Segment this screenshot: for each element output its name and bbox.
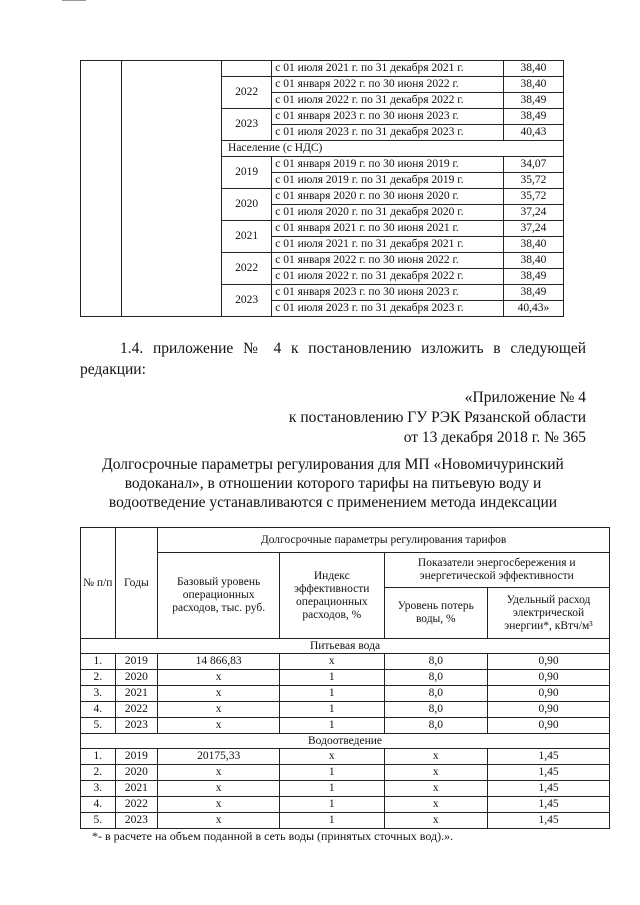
table-cell: 1: [280, 765, 384, 781]
table-cell: x: [384, 797, 488, 813]
table-cell: 8,0: [384, 718, 488, 734]
period-cell: с 01 июля 2019 г. по 31 декабря 2019 г.: [272, 173, 504, 189]
table-cell: 0,90: [488, 718, 610, 734]
tariff-value-cell: 38,40: [503, 77, 563, 93]
amendment-line-2: редакции:: [80, 361, 146, 378]
table-cell: x: [158, 797, 280, 813]
table-cell: 1,45: [488, 797, 610, 813]
title-line-3: водоотведение устанавливаются с применением метода индексации: [108, 494, 558, 511]
period-cell: с 01 июля 2021 г. по 31 декабря 2021 г.: [272, 61, 504, 77]
year-cell: 2021: [222, 221, 272, 253]
tariff-value-cell: 38,49: [503, 269, 563, 285]
tariff-value-cell: 38,49: [503, 93, 563, 109]
table-cell: 2019: [115, 654, 158, 670]
tariff-value-cell: 35,72: [503, 189, 563, 205]
year-cell: 2023: [222, 109, 272, 141]
table-cell: x: [158, 781, 280, 797]
table-row: [81, 813, 610, 829]
table-cell: 3.: [81, 781, 116, 797]
table-row: [81, 749, 610, 765]
period-cell: с 01 января 2022 г. по 30 июня 2022 г.: [272, 77, 504, 93]
table-cell: 5.: [81, 718, 116, 734]
appendix-line-3: от 13 декабря 2018 г. № 365: [403, 429, 586, 446]
period-cell: с 01 января 2023 г. по 30 июня 2023 г.: [272, 285, 504, 301]
table-cell: 1: [280, 813, 384, 829]
tariff-value-cell: 35,72: [503, 173, 563, 189]
table-cell: 8,0: [384, 686, 488, 702]
table-cell: 1.: [81, 749, 116, 765]
table-cell: 8,0: [384, 702, 488, 718]
period-cell: с 01 июля 2023 г. по 31 декабря 2023 г.: [272, 301, 504, 317]
table-row: [81, 765, 610, 781]
tariff-value-cell: 38,49: [503, 285, 563, 301]
table-cell: 8,0: [384, 654, 488, 670]
table-cell: x: [158, 670, 280, 686]
table-row: [81, 718, 610, 734]
blank-cell: [121, 61, 221, 317]
appendix-line-1: «Приложение № 4: [464, 389, 586, 406]
year-cell: [222, 61, 272, 77]
table-cell: x: [158, 686, 280, 702]
table-cell: 5.: [81, 813, 116, 829]
header-loss: Уровень потерь воды, %: [384, 588, 488, 639]
amendment-paragraph: [80, 338, 586, 380]
table-cell: 2019: [115, 749, 158, 765]
period-cell: с 01 июля 2021 г. по 31 декабря 2021 г.: [272, 237, 504, 253]
title-line-2: водоканал», в отношении которого тарифы на питьевую воду и: [124, 475, 542, 492]
year-cell: 2022: [222, 253, 272, 285]
table-cell: 20175,33: [158, 749, 280, 765]
table-cell: 2020: [115, 765, 158, 781]
year-cell: 2020: [222, 189, 272, 221]
table-cell: x: [158, 702, 280, 718]
document-title: [88, 455, 578, 512]
table-row: [81, 797, 610, 813]
section-title: Водоотведение: [81, 734, 610, 749]
section-row: [81, 639, 610, 654]
table-cell: 1: [280, 718, 384, 734]
blank-cell: [81, 61, 122, 317]
period-cell: с 01 января 2020 г. по 30 июня 2020 г.: [272, 189, 504, 205]
tariff-value-cell: 40,43: [503, 125, 563, 141]
table-cell: x: [384, 749, 488, 765]
table-cell: 1: [280, 781, 384, 797]
table-cell: 2021: [115, 781, 158, 797]
tariff-value-cell: 38,40: [503, 61, 563, 77]
params-table: [80, 527, 610, 829]
tariff-value-cell: 37,24: [503, 221, 563, 237]
period-cell: с 01 января 2022 г. по 30 июня 2022 г.: [272, 253, 504, 269]
table-row: [81, 702, 610, 718]
table-cell: x: [280, 654, 384, 670]
amendment-line-1: 1.4. приложение № 4 к постановлению изложить в следующей: [120, 340, 586, 357]
table-cell: 1: [280, 686, 384, 702]
period-cell: с 01 июля 2020 г. по 31 декабря 2020 г.: [272, 205, 504, 221]
table-row: [81, 781, 610, 797]
title-line-1: Долгосрочные параметры регулирования для МП «Новомичуринский: [102, 456, 564, 473]
table-cell: 1,45: [488, 765, 610, 781]
tariff-row: [81, 61, 564, 77]
tariff-value-cell: 38,49: [503, 109, 563, 125]
table-cell: 1: [280, 702, 384, 718]
table-cell: 1: [280, 797, 384, 813]
table-cell: 1,45: [488, 781, 610, 797]
table-cell: 2023: [115, 718, 158, 734]
table-cell: 1.: [81, 654, 116, 670]
header-index: Индекс эффективности операционных расходов, %: [280, 553, 384, 639]
header-base: Базовый уровень операционных расходов, тыс. руб.: [158, 553, 280, 639]
period-cell: с 01 января 2019 г. по 30 июня 2019 г.: [272, 157, 504, 173]
year-cell: 2019: [222, 157, 272, 189]
section-title: Питьевая вода: [81, 639, 610, 654]
table-cell: x: [158, 765, 280, 781]
table-cell: 2021: [115, 686, 158, 702]
header-years: Годы: [115, 528, 158, 639]
table-cell: 0,90: [488, 654, 610, 670]
period-cell: с 01 июля 2022 г. по 31 декабря 2022 г.: [272, 269, 504, 285]
table-cell: 3.: [81, 686, 116, 702]
table-cell: x: [384, 781, 488, 797]
period-cell: с 01 июля 2023 г. по 31 декабря 2023 г.: [272, 125, 504, 141]
table-cell: 8,0: [384, 670, 488, 686]
header-power: Удельный расход электрической энергии*, кВтч/м³: [488, 588, 610, 639]
table-cell: 0,90: [488, 702, 610, 718]
footnote: *- в расчете на объем поданной в сеть воды (принятых сточных вод).».: [92, 829, 454, 843]
tariff-value-cell: 34,07: [503, 157, 563, 173]
table-cell: 2022: [115, 797, 158, 813]
tariff-value-cell: 38,40: [503, 237, 563, 253]
table-row: [81, 686, 610, 702]
table-row: [81, 670, 610, 686]
table-cell: 4.: [81, 797, 116, 813]
table-cell: 0,90: [488, 686, 610, 702]
header-num: № п/п: [81, 528, 116, 639]
tariff-continuation-table: [80, 60, 564, 317]
tariff-value-cell: 40,43»: [503, 301, 563, 317]
table-cell: 1,45: [488, 749, 610, 765]
tariff-value-cell: 37,24: [503, 205, 563, 221]
table-cell: 2023: [115, 813, 158, 829]
table-cell: 2.: [81, 670, 116, 686]
table-cell: x: [158, 813, 280, 829]
period-cell: с 01 января 2021 г. по 30 июня 2021 г.: [272, 221, 504, 237]
table-cell: 0,90: [488, 670, 610, 686]
table-cell: 14 866,83: [158, 654, 280, 670]
table-cell: 2.: [81, 765, 116, 781]
header-energy: Показатели энергосбережения и энергетической эффективности: [384, 553, 610, 588]
appendix-line-2: к постановлению ГУ РЭК Рязанской области: [288, 409, 586, 426]
year-cell: 2023: [222, 285, 272, 317]
header-group: Долгосрочные параметры регулирования тарифов: [158, 528, 610, 553]
section-row: [81, 734, 610, 749]
year-cell: 2022: [222, 77, 272, 109]
appendix-heading: [289, 388, 586, 448]
group-label: Население (с НДС): [222, 141, 564, 157]
table-cell: x: [158, 718, 280, 734]
period-cell: с 01 января 2023 г. по 30 июня 2023 г.: [272, 109, 504, 125]
table-row: [81, 654, 610, 670]
period-cell: с 01 июля 2022 г. по 31 декабря 2022 г.: [272, 93, 504, 109]
table-cell: x: [384, 765, 488, 781]
table-cell: 2022: [115, 702, 158, 718]
table-cell: 1,45: [488, 813, 610, 829]
table-cell: 4.: [81, 702, 116, 718]
table-cell: 2020: [115, 670, 158, 686]
page-edge-mark: [62, 0, 86, 4]
table-cell: 1: [280, 670, 384, 686]
tariff-value-cell: 38,40: [503, 253, 563, 269]
table-cell: x: [280, 749, 384, 765]
table-cell: x: [384, 813, 488, 829]
